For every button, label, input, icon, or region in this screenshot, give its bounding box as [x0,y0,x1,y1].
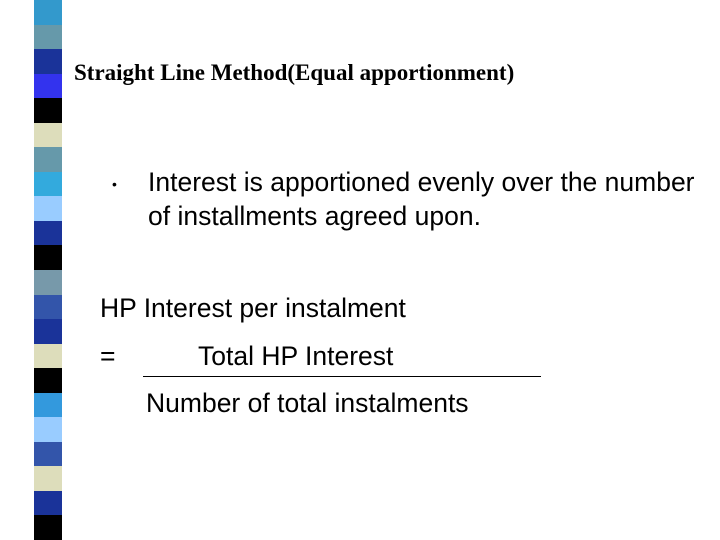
stripe-block [34,25,62,50]
bullet-icon: • [112,176,117,192]
formula-denominator: Number of total instalments [146,388,469,418]
stripe-block [34,368,62,393]
stripe-block [34,295,62,320]
stripe-block [34,270,62,295]
formula-lhs: HP Interest per instalment [100,293,406,323]
stripe-block [34,49,62,74]
stripe-block [34,98,62,123]
fraction-bar [143,376,541,377]
stripe-block [34,442,62,467]
stripe-block [34,0,62,25]
stripe-block [34,172,62,197]
stripe-block [34,515,62,540]
stripe-block [34,147,62,172]
stripe-block [34,74,62,99]
stripe-block [34,344,62,369]
slide-title: Straight Line Method(Equal apportionment) [74,60,515,85]
formula-equals: = [100,341,116,371]
stripe-block [34,491,62,516]
decorative-stripe [34,0,62,540]
stripe-block [34,466,62,491]
stripe-block [34,123,62,148]
bullet-text: Interest is apportioned evenly over the number of installments agreed upon. [148,167,695,231]
formula-numerator: Total HP Interest [198,341,394,371]
stripe-block [34,221,62,246]
stripe-block [34,393,62,418]
stripe-block [34,245,62,270]
stripe-block [34,196,62,221]
stripe-block [34,319,62,344]
stripe-block [34,417,62,442]
